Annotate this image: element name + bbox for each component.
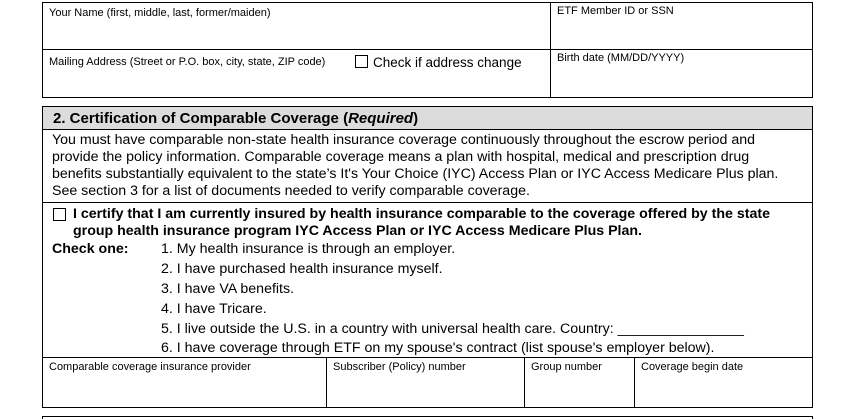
policy-number-label: Subscriber (Policy) number: [333, 361, 466, 373]
provider-field[interactable]: [43, 358, 326, 407]
certify-checkbox[interactable]: [53, 208, 66, 221]
option-1[interactable]: 1. My health insurance is through an employer.: [161, 241, 456, 257]
member-id-field[interactable]: [551, 3, 812, 49]
name-label: Your Name (first, middle, last, former/maiden): [49, 7, 271, 19]
certify-line-1: I certify that I am currently insured by health insurance comparable to the coverage offered by the state: [73, 206, 770, 222]
coverage-begin-label: Coverage begin date: [641, 361, 744, 373]
certify-line-2: group health insurance program IYC Access Plan or IYC Access Medicare Plus Plan.: [73, 223, 643, 239]
option-6[interactable]: 6. I have coverage through ETF on my spouse's contract (list spouse's employer below).: [161, 340, 715, 356]
name-field[interactable]: [43, 3, 550, 49]
check-one-label: Check one:: [52, 241, 129, 257]
address-change-checkbox[interactable]: [355, 55, 368, 68]
birth-date-field[interactable]: [551, 50, 812, 97]
paragraph-line-3: benefits substantially equivalent to the state’s It's Your Choice (IYC) Access Plan or IYC Access Medicare Plus plan.: [52, 166, 779, 182]
option-4[interactable]: 4. I have Tricare.: [161, 301, 267, 317]
paragraph-line-2: provide the policy information. Comparable coverage means a plan with hospital, medical and prescription drug: [52, 149, 750, 165]
member-id-label: ETF Member ID or SSN: [557, 5, 674, 17]
option-3[interactable]: 3. I have VA benefits.: [161, 281, 295, 297]
paragraph-line-4: See section 3 for a list of documents needed to verify comparable coverage.: [52, 183, 530, 199]
provider-label: Comparable coverage insurance provider: [49, 361, 251, 373]
address-label: Mailing Address (Street or P.O. box, city, state, ZIP code): [49, 56, 326, 68]
birth-date-label: Birth date (MM/DD/YYYY): [557, 52, 685, 64]
group-number-field[interactable]: [525, 358, 634, 407]
coverage-begin-field[interactable]: [635, 358, 812, 407]
section-2-title: 2. Certification of Comparable Coverage (Required): [53, 110, 419, 127]
section-2-header: [42, 106, 813, 130]
address-change-label: Check if address change: [373, 55, 522, 70]
group-number-label: Group number: [531, 361, 602, 373]
paragraph-line-1: You must have comparable non-state health insurance coverage continuously throughout the escrow period and: [52, 132, 755, 148]
option-2[interactable]: 2. I have purchased health insurance myself.: [161, 261, 443, 277]
policy-number-field[interactable]: [327, 358, 524, 407]
option-5[interactable]: 5. I live outside the U.S. in a country with universal health care. Country: ________________: [161, 321, 744, 337]
